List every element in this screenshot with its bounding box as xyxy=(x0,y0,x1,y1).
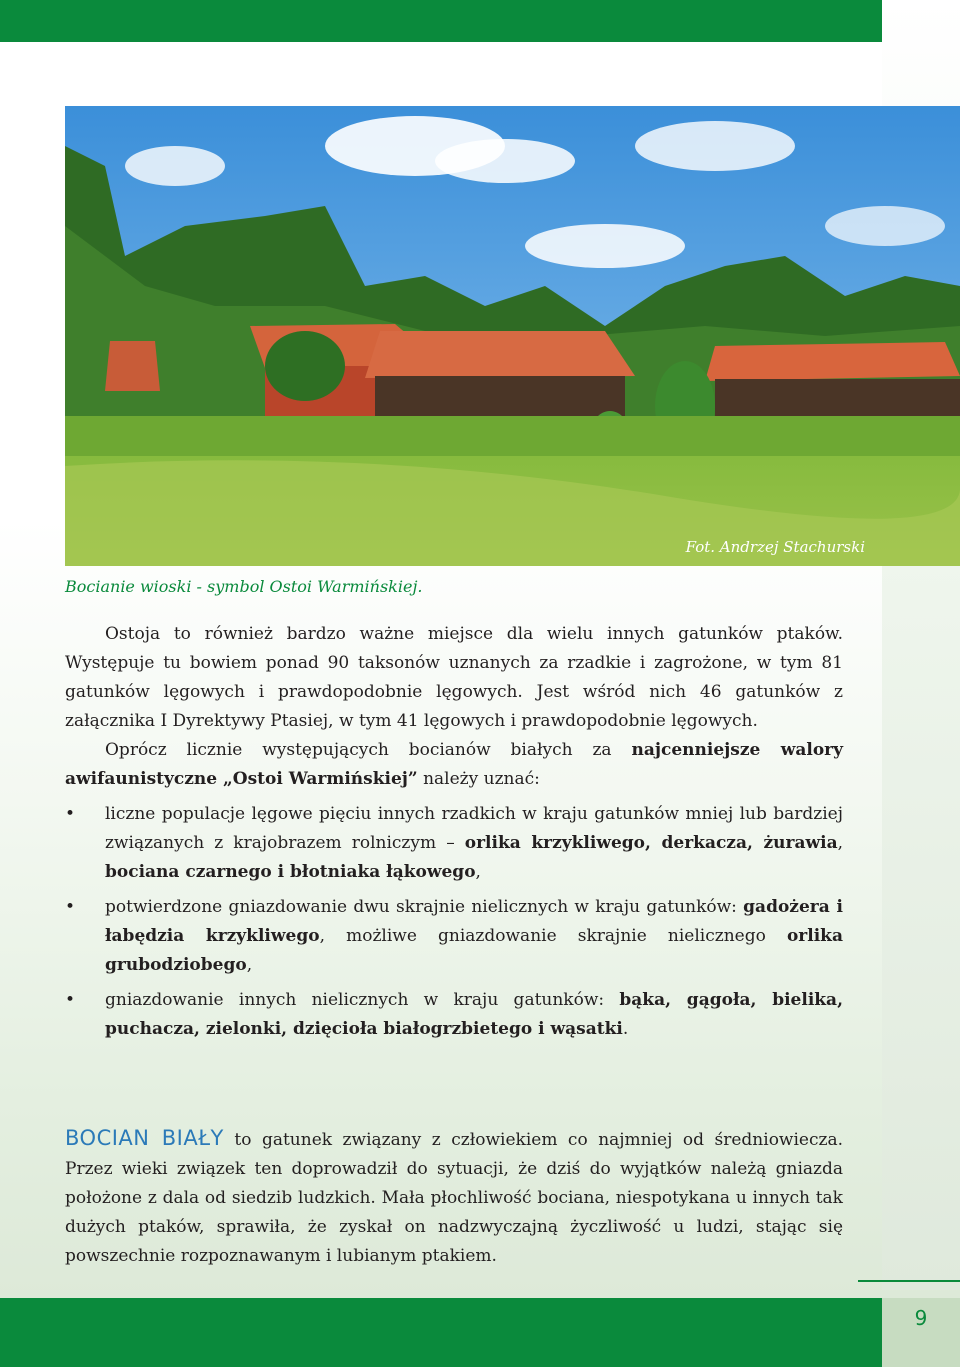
list-item xyxy=(65,800,843,887)
walory-bold: najcenniejsze walory awifaunistyczne „Ostoi Warmińskiej” xyxy=(65,740,844,789)
bottom-green-band xyxy=(0,1298,882,1367)
list-item-text: , xyxy=(246,955,253,975)
list-item-text: , xyxy=(475,862,481,882)
list-item-bold: orlika grubodziobego xyxy=(105,926,843,975)
section-heading: BOCIAN BIAŁY xyxy=(65,1126,224,1150)
list-item-text: , możliwe gniazdowanie skrajnie nielicznego xyxy=(319,926,787,946)
bocian-text: to gatunek związany z człowiekiem co najmniej od średniowiecza. Przez wieki związek ten doprowadził do sytuacji, że dziś do wyjątków należą gniazda położone z dala od siedzib ludzkich. Mała płochliwość bociana, niespotykana u innych tak dużych ptaków, sprawiła, że zyskał on nadzwyczajną życzliwość u ludzi, stając się powszechnie rozpoznawanym i lubianym ptakiem. xyxy=(65,1130,843,1266)
article-body xyxy=(65,620,843,1050)
bocian-bialy-paragraph xyxy=(65,1124,843,1271)
top-green-band xyxy=(0,0,882,42)
walory-lead: Oprócz licznie występujących bocianów białych za xyxy=(105,740,632,760)
paragraph-intro: Ostoja to również bardzo ważne miejsce dla wielu innych gatunków ptaków. Występuje tu bowiem ponad 90 taksonów uznanych za rzadkie i zagrożone, w tym 81 gatunków lęgowych i prawdopodobnie lęgowych. Jest wśród nich 46 gatunków z załącznika I Dyrektywy Ptasiej, w tym 41 lęgowych i prawdopodobnie lęgowych. xyxy=(65,624,843,731)
list-item-text: potwierdzone gniazdowanie dwu skrajnie nielicznych w kraju gatunków: xyxy=(105,897,744,917)
paragraph-walory xyxy=(65,736,843,794)
list-item-text: gniazdowanie innych nielicznych w kraju gatunków: xyxy=(105,990,620,1010)
list-item xyxy=(65,986,843,1044)
list-item-text: , xyxy=(837,833,843,853)
list-item xyxy=(65,893,843,980)
list-item-bold: bąka, gągoła, bielika, puchacza, zielonki, dzięcioła białogrzbietego i wąsatki xyxy=(105,990,843,1039)
list-item-bold: gadożera i łabędzia krzykliwego xyxy=(105,897,843,946)
list-item-bold: bociana czarnego i błotniaka łąkowego xyxy=(105,862,476,882)
photo-caption: Bocianie wioski - symbol Ostoi Warmińskiej. xyxy=(65,577,423,596)
photo-credit: Fot. Andrzej Stachurski xyxy=(685,538,865,556)
village-photo xyxy=(65,106,960,566)
walory-tail: należy uznać: xyxy=(417,769,540,789)
divider-rule xyxy=(858,1280,960,1282)
list-item-text: liczne populacje lęgowe pięciu innych rzadkich w kraju gatunków mniej lub bardziej związanych z krajobrazem rolniczym – xyxy=(105,804,843,853)
species-list xyxy=(65,800,843,1044)
list-item-bold: orlika krzykliwego, derkacza, żurawia xyxy=(464,833,838,853)
list-item-text: . xyxy=(622,1019,629,1039)
page-number: 9 xyxy=(914,1306,928,1330)
